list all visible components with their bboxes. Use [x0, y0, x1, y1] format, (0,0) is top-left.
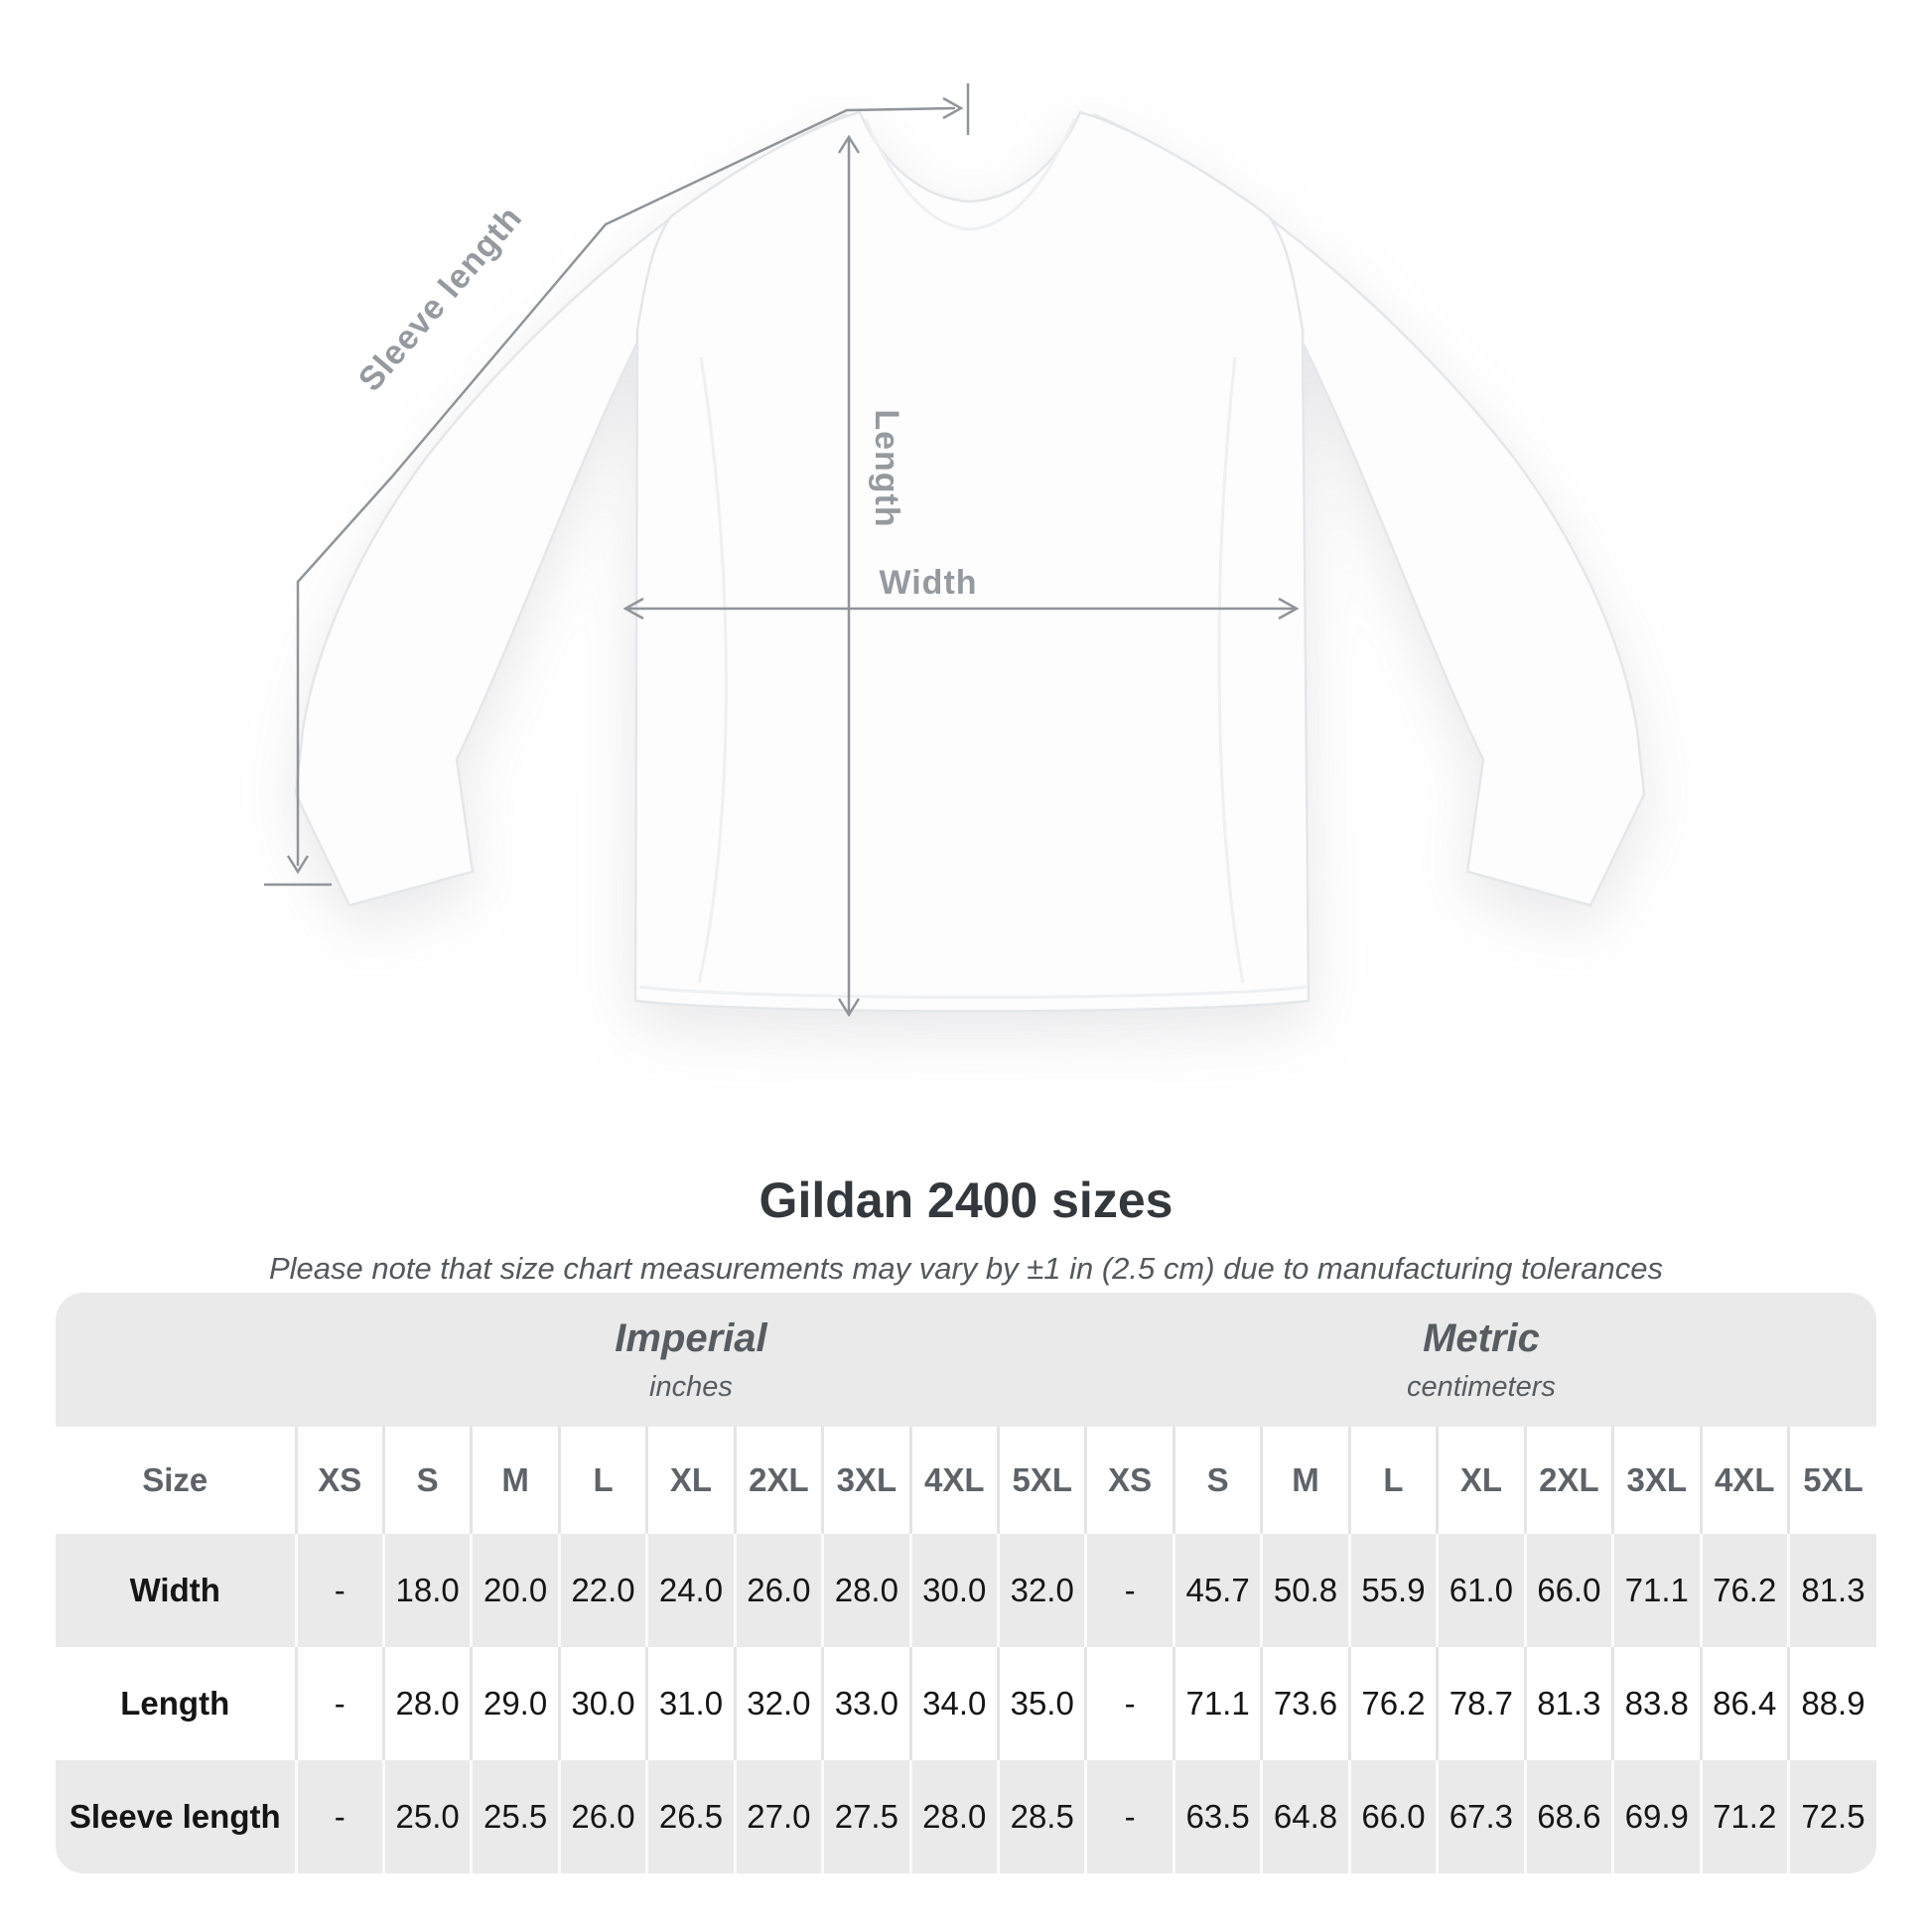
table-cell: 22.0 [559, 1534, 646, 1647]
col-header: 4XL [910, 1427, 998, 1534]
col-header: XL [1438, 1427, 1525, 1534]
table-cell: 61.0 [1438, 1534, 1525, 1647]
table-cell: 73.6 [1262, 1647, 1349, 1760]
row-label: Length [120, 1685, 230, 1722]
table-cell: 28.5 [999, 1760, 1086, 1873]
table-cell: 27.0 [735, 1760, 822, 1873]
metric-unit-label: centimeters [1407, 1370, 1556, 1403]
heading-block [0, 1172, 1932, 1287]
col-header: L [559, 1427, 646, 1534]
table-row-sleeve-length [56, 1760, 1876, 1873]
row-label: Width [129, 1572, 220, 1608]
table-cell: 30.0 [559, 1647, 646, 1760]
table-cell: 35.0 [999, 1647, 1086, 1760]
table-cell: 81.3 [1525, 1647, 1612, 1760]
sleeve-length-label: Sleeve length [350, 199, 530, 399]
tolerance-note: Please note that size chart measurements may vary by ±1 in (2.5 cm) due to manufacturing tolerances [268, 1251, 1664, 1286]
col-header: M [472, 1427, 559, 1534]
col-header: S [383, 1427, 471, 1534]
table-cell: - [1086, 1647, 1173, 1760]
table-cell: 55.9 [1349, 1534, 1437, 1647]
table-cell: 66.0 [1525, 1534, 1612, 1647]
table-cell: 50.8 [1262, 1534, 1349, 1647]
table-cell: 76.2 [1701, 1534, 1788, 1647]
col-header: 2XL [735, 1427, 822, 1534]
table-cell: 28.0 [823, 1534, 910, 1647]
unit-group-row [56, 1293, 1876, 1427]
table-cell: 34.0 [910, 1647, 998, 1760]
col-header: L [1349, 1427, 1437, 1534]
table-cell: 64.8 [1262, 1760, 1349, 1873]
table-cell: 29.0 [472, 1647, 559, 1760]
table-cell: 63.5 [1173, 1760, 1261, 1873]
table-cell: 26.0 [735, 1534, 822, 1647]
table-cell: 18.0 [383, 1534, 471, 1647]
table-cell: - [296, 1647, 383, 1760]
table-cell: 76.2 [1349, 1647, 1437, 1760]
table-cell: 86.4 [1701, 1647, 1788, 1760]
table-cell: 25.5 [472, 1760, 559, 1873]
table-row-length [56, 1647, 1876, 1760]
metric-group-header [1086, 1293, 1876, 1427]
table-cell: 25.0 [383, 1760, 471, 1873]
col-header: XL [647, 1427, 735, 1534]
col-header: XS [1086, 1427, 1173, 1534]
table-cell: 83.8 [1613, 1647, 1701, 1760]
col-header: S [1173, 1427, 1261, 1534]
col-header: 2XL [1525, 1427, 1612, 1534]
table-cell: 71.1 [1173, 1647, 1261, 1760]
table-cell: 24.0 [647, 1534, 735, 1647]
table-cell: 45.7 [1173, 1534, 1261, 1647]
table-cell: 68.6 [1525, 1760, 1612, 1873]
unit-band-spacer [56, 1293, 296, 1427]
col-header: M [1262, 1427, 1349, 1534]
size-header-row [56, 1427, 1876, 1534]
table-cell: 28.0 [383, 1647, 471, 1760]
page-title: Gildan 2400 sizes [759, 1173, 1173, 1228]
table-cell: 20.0 [472, 1534, 559, 1647]
table-cell: 28.0 [910, 1760, 998, 1873]
col-header: 3XL [823, 1427, 910, 1534]
table-cell: 27.5 [823, 1760, 910, 1873]
table-cell: 26.0 [559, 1760, 646, 1873]
table-cell: - [296, 1760, 383, 1873]
table-cell: 66.0 [1349, 1760, 1437, 1873]
table-cell: - [296, 1534, 383, 1647]
width-label: Width [879, 564, 978, 602]
table-cell: 31.0 [647, 1647, 735, 1760]
table-cell: 88.9 [1788, 1647, 1876, 1760]
metric-label: Metric [1423, 1315, 1540, 1360]
col-header: 3XL [1613, 1427, 1701, 1534]
size-table [56, 1293, 1876, 1873]
table-row-width [56, 1534, 1876, 1647]
table-cell: 30.0 [910, 1534, 998, 1647]
col-header: 5XL [1788, 1427, 1876, 1534]
table-cell: 32.0 [999, 1534, 1086, 1647]
shirt-body [635, 112, 1309, 1012]
imperial-unit-label: inches [649, 1370, 733, 1403]
imperial-group-header [296, 1293, 1086, 1427]
table-cell: 32.0 [735, 1647, 822, 1760]
table-cell: 72.5 [1788, 1760, 1876, 1873]
col-header: 4XL [1701, 1427, 1788, 1534]
table-cell: 71.2 [1701, 1760, 1788, 1873]
table-cell: 26.5 [647, 1760, 735, 1873]
size-table-panel [56, 1293, 1876, 1873]
imperial-label: Imperial [615, 1315, 767, 1360]
table-cell: 81.3 [1788, 1534, 1876, 1647]
col-header: XS [296, 1427, 383, 1534]
table-cell: 67.3 [1438, 1760, 1525, 1873]
table-cell: - [1086, 1760, 1173, 1873]
table-cell: 71.1 [1613, 1534, 1701, 1647]
table-cell: 33.0 [823, 1647, 910, 1760]
size-column-header: Size [142, 1461, 208, 1498]
col-header: 5XL [999, 1427, 1086, 1534]
table-cell: 69.9 [1613, 1760, 1701, 1873]
table-cell: - [1086, 1534, 1173, 1647]
length-label: Length [868, 409, 905, 528]
row-label: Sleeve length [69, 1798, 281, 1835]
table-cell: 78.7 [1438, 1647, 1525, 1760]
